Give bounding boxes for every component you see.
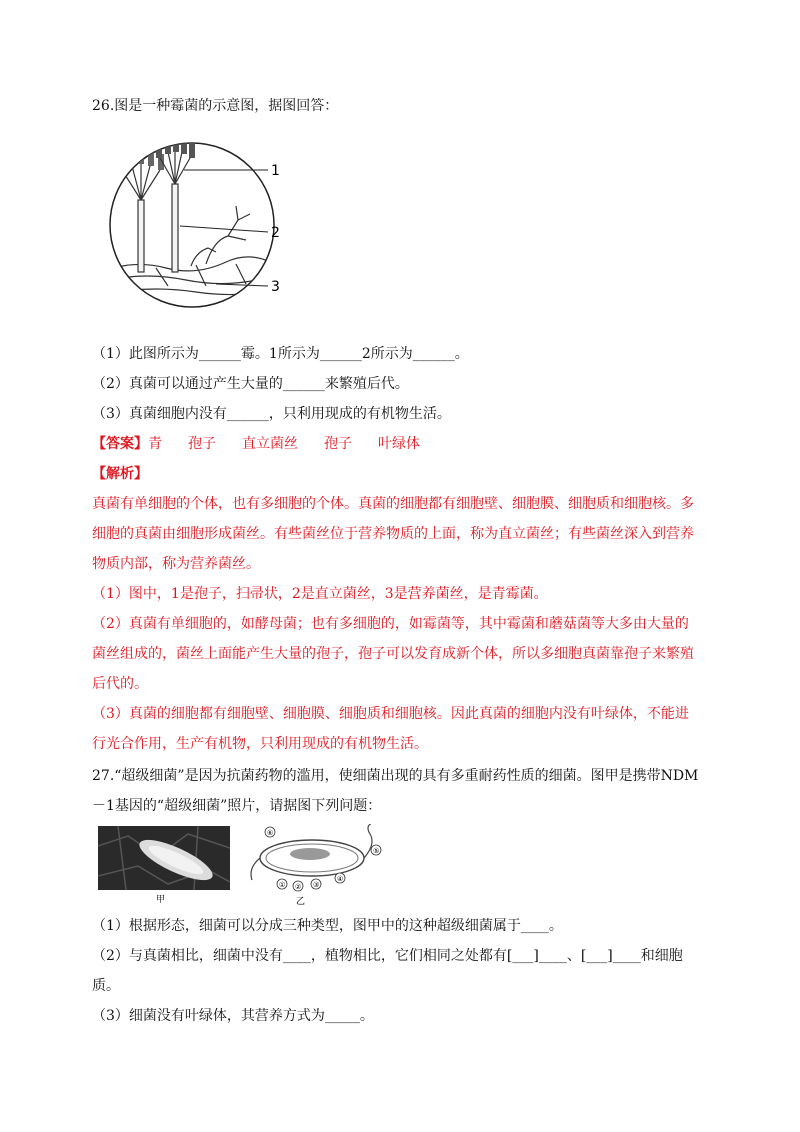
- yi-label: ②: [295, 883, 302, 891]
- q27-stem-line2: －1基因的“超级细菌”照片，请据图下列问题：: [92, 798, 382, 814]
- answer-tag: 【答案】: [92, 436, 148, 452]
- q27-stem-line1: 27.“超级细菌”是因为抗菌药物的滥用，使细菌出现的具有多重耐药性质的细菌。图甲是携带NDM: [92, 768, 699, 784]
- q26-sub2: （2）真菌可以通过产生大量的______来繁殖后代。: [92, 376, 409, 392]
- q27-sub2-line2: 质。: [92, 978, 120, 994]
- yi-label: ⑥: [267, 829, 274, 837]
- q26-stem: 26.图是一种霉菌的示意图，据图回答：: [92, 98, 339, 114]
- yi-label: ①: [279, 881, 286, 889]
- answer-item: 青: [148, 436, 162, 452]
- analysis-line: （3）真菌的细胞都有细胞壁、细胞膜、细胞质和细胞核。因此真菌的细胞内没有叶绿体，不能进: [92, 706, 689, 722]
- answer-item: 孢子: [188, 436, 216, 452]
- analysis-line: 后代的。: [92, 676, 148, 692]
- analysis-line: 真菌有单细胞的个体，也有多细胞的个体。真菌的细胞都有细胞壁、细胞膜、细胞质和细胞核。多: [92, 496, 694, 512]
- bacteria-photo-jia: [98, 826, 230, 904]
- mold-label-1: 1: [271, 163, 280, 179]
- analysis-line: 物质内部，称为营养菌丝。: [92, 556, 260, 572]
- answer-item: 叶绿体: [378, 436, 420, 452]
- analysis-line: 菌丝组成的，菌丝上面能产生大量的孢子，孢子可以发育成新个体，所以多细胞真菌靠孢子来繁殖: [92, 646, 694, 662]
- analysis-tag: 【解析】: [92, 466, 148, 482]
- mold-diagram: [96, 140, 306, 310]
- answer-item: 直立菌丝: [242, 436, 298, 452]
- bacteria-diagram-yi: [240, 824, 390, 906]
- yi-label: ⑤: [373, 847, 380, 855]
- mold-label-2: 2: [271, 225, 280, 241]
- q27-sub3: （3）细菌没有叶绿体，其营养方式为_____。: [92, 1008, 374, 1024]
- q27-sub2-line1: （2）与真菌相比，细菌中没有____，植物相比，它们相同之处都有[___]____、[___]____和细胞: [92, 948, 683, 964]
- analysis-line: 细胞的真菌由细胞形成菌丝。有些菌丝位于营养物质的上面，称为直立菌丝；有些菌丝深入到营养: [92, 526, 694, 542]
- fig-jia-caption: 甲: [156, 895, 166, 904]
- yi-label: ③: [313, 881, 320, 889]
- answer-item: 孢子: [324, 436, 352, 452]
- analysis-line: （1）图中，1是孢子，扫帚状，2是直立菌丝，3是营养菌丝，是青霉菌。: [92, 586, 548, 602]
- fig-yi-caption: 乙: [296, 897, 306, 906]
- q26-answer: [92, 434, 420, 454]
- analysis-line: 行光合作用，生产有机物，只利用现成的有机物生活。: [92, 736, 428, 752]
- mold-label-3: 3: [271, 279, 280, 295]
- q27-sub1: （1）根据形态，细菌可以分成三种类型，图甲中的这种超级细菌属于____。: [92, 918, 563, 934]
- q26-sub3: （3）真菌细胞内没有______，只利用现成的有机物生活。: [92, 406, 451, 422]
- yi-label: ④: [337, 875, 344, 883]
- analysis-line: （2）真菌有单细胞的，如酵母菌；也有多细胞的，如霉菌等，其中霉菌和蘑菇菌等大多由大量的: [92, 616, 689, 632]
- q26-sub1: （1）此图所示为______霉。1所示为______2所示为______。: [92, 346, 469, 362]
